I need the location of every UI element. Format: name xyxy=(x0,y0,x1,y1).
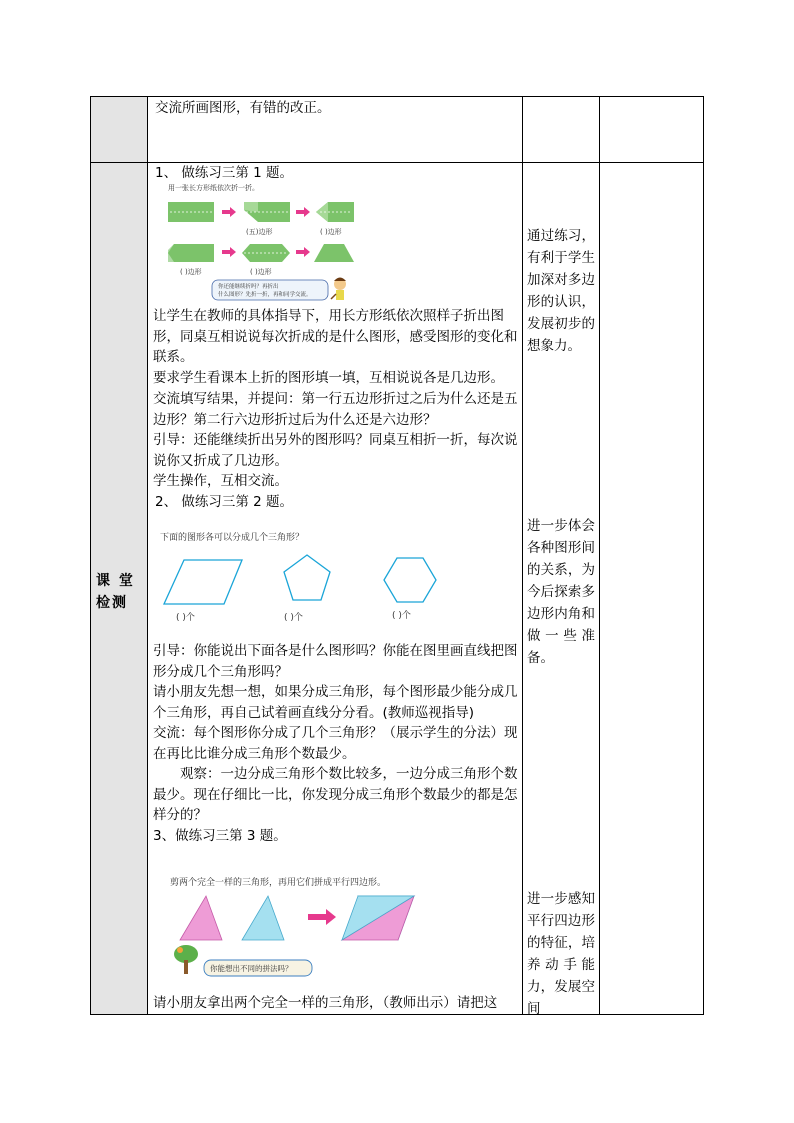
ex2-para-2: 请小朋友先想一想，如果分成三角形，每个图形最少能分成几个三角形，再自己试着画直线分分看。(教师巡视指导) xyxy=(153,684,518,721)
ex1-para-5: 学生操作，互相交流。 xyxy=(153,473,288,489)
ex3-bubble-text: 你能想出不同的拼法吗？ xyxy=(210,964,293,973)
ex3-fig-caption: 剪两个完全一样的三角形，再用它们拼成平行四边形。 xyxy=(170,878,387,888)
ex2-heading: 2、 做练习三第 2 题。 xyxy=(155,494,294,510)
ex1-bubble-line1: 你还能继续折吗？再折出 xyxy=(218,284,279,290)
blue-triangle xyxy=(242,896,284,940)
row2-label-line2: 检测 xyxy=(96,595,128,611)
ex3-last-line: 请小朋友拿出两个完全一样的三角形，（教师出示）请把这 xyxy=(153,995,498,1011)
hexagon-shape xyxy=(384,558,436,602)
ex1-para-3: 交流填写结果，并提问：第一行五边形折过之后为什么还是五边形？第二行六边形折过后为什么还是六边形？ xyxy=(153,391,518,428)
boy-icon xyxy=(331,278,346,301)
col-divider-3 xyxy=(599,97,600,1014)
note-3: 进一步感知平行四边形的特征，培养动手能力，发展空间 xyxy=(527,891,595,1017)
arrow-right-icon xyxy=(308,909,336,925)
ex2-shapes-figure xyxy=(156,522,446,630)
row2-label-line1: 课 堂 xyxy=(96,573,135,589)
pink-triangle xyxy=(180,896,222,940)
tree-icon xyxy=(174,945,198,974)
arrow-right-icon xyxy=(222,247,236,257)
ex2-fig-label-1: ( )个 xyxy=(176,613,195,623)
arrow-right-icon xyxy=(296,207,310,217)
parallelogram-shape xyxy=(164,560,242,604)
ex2-para-3: 交流：每个图形你分成了几个三角形？（展示学生的分法）现在再比比谁分成三角形个数最少。 xyxy=(153,725,518,762)
ex1-fig-label-4: ( )边形 xyxy=(250,268,272,276)
paper-fold-4 xyxy=(314,244,354,262)
arrow-right-icon xyxy=(222,207,236,217)
ex2-fig-caption: 下面的图形各可以分成几个三角形？ xyxy=(160,533,305,543)
ex2-fig-label-2: ( )个 xyxy=(284,613,303,623)
ex1-bubble-line2: 什么图形？先折一折，再和同学交流。 xyxy=(218,292,312,298)
ex1-folding-figure xyxy=(160,182,360,304)
ex1-fig-caption: 用一张长方形纸依次折一折。 xyxy=(168,184,259,192)
ex1-heading: 1、 做练习三第 1 题。 xyxy=(155,165,294,181)
note-1: 通过练习，有利于学生加深对多边形的认识，发展初步的想象力。 xyxy=(527,228,595,354)
note-2: 进一步体会各种图形间的关系，为今后探索多边形内角和做一些准备。 xyxy=(527,518,595,666)
ex2-para-1: 引导：你能说出下面各是什么图形吗？你能在图里画直线把图形分成几个三角形吗？ xyxy=(153,643,518,680)
ex1-para-4: 引导：还能继续折出另外的图形吗？同桌互相折一折，每次说说你又折成了几边形。 xyxy=(153,432,518,469)
ex2-para-4: 观察：一边分成三角形个数比较多，一边分成三角形个数最少。现在仔细比一比，你发现分成三角形个数最少的都是怎样分的？ xyxy=(153,766,518,823)
col-divider-2 xyxy=(522,97,523,1014)
ex1-para-1: 让学生在教师的具体指导下，用长方形纸依次照样子折出图形，同桌互相说说每次折成的是什么图形，感受图形的变化和联系。 xyxy=(153,308,518,365)
ex3-triangles-figure xyxy=(160,868,460,980)
ex2-fig-label-3: ( )个 xyxy=(392,611,411,621)
ex1-fig-label-2: ( )边形 xyxy=(320,228,342,236)
ex3-heading: 3、做练习三第 3 题。 xyxy=(153,828,287,844)
ex1-fig-label-1: (五)边形 xyxy=(246,228,273,236)
ex1-para-2: 要求学生看课本上折的图形填一填，互相说说各是几边形。 xyxy=(153,370,504,386)
row1-text: 交流所画图形，有错的改正。 xyxy=(155,100,331,116)
col-divider-1 xyxy=(147,97,148,1014)
pentagon-shape xyxy=(284,555,330,600)
ex1-fig-label-3: ( )边形 xyxy=(180,268,202,276)
arrow-right-icon xyxy=(296,247,310,257)
row1-label-cell xyxy=(91,97,147,162)
